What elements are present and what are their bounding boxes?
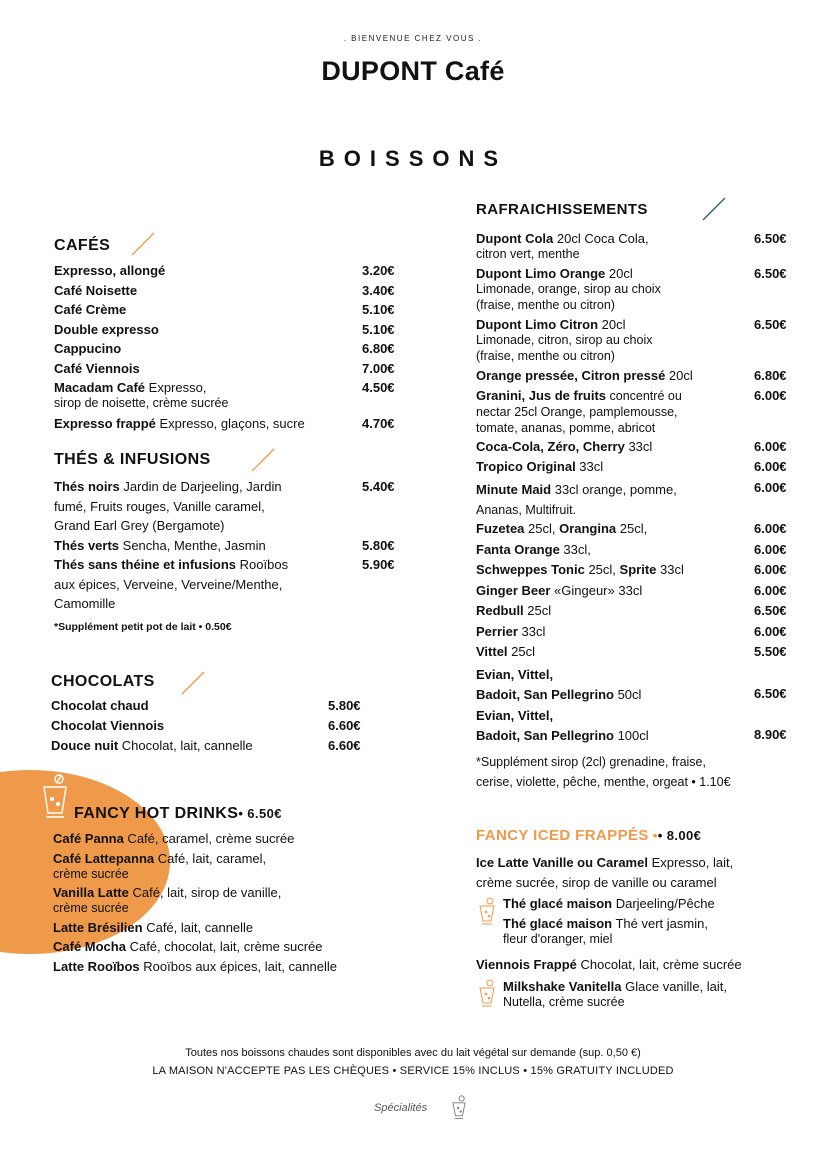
section-title-thes: THÉS & INFUSIONS bbox=[54, 451, 211, 468]
price-chocolat-viennois: 6.60€ bbox=[328, 718, 361, 733]
menu-item-eaux-100cl: Evian, Vittel, Badoit, San Pellegrino 100cl bbox=[476, 708, 649, 743]
price-dupont-limo-orange: 6.50€ bbox=[754, 266, 787, 281]
price-minute-maid: 6.00€ bbox=[754, 480, 787, 495]
menu-item-the-glace-jasmin: Thé glacé maison Thé vert jasmin, fleur d'oranger, miel bbox=[503, 916, 708, 946]
footer-vegetal-milk-note: Toutes nos boissons chaudes sont disponibles avec du lait végétal sur demande (sup. 0,50 €) bbox=[185, 1047, 641, 1059]
price-fuzetea-orangina: 6.00€ bbox=[754, 521, 787, 536]
menu-item-redbull: Redbull 25cl bbox=[476, 603, 552, 618]
price-granini: 6.00€ bbox=[754, 388, 787, 403]
welcome-tagline: . BIENVENUE CHEZ VOUS . bbox=[343, 34, 483, 43]
section-title-fancy-hot: FANCY HOT DRINKS• 6.50€ bbox=[74, 805, 282, 822]
menu-item-dupont-limo-orange: Dupont Limo Orange 20cl Limonade, orange, sirop au choix (fraise, menthe ou citron) bbox=[476, 266, 661, 312]
slash-accent-icon bbox=[180, 670, 206, 696]
price-chocolat-chaud: 5.80€ bbox=[328, 698, 361, 713]
menu-item-schweppes-sprite: Schweppes Tonic 25cl, Sprite 33cl bbox=[476, 562, 684, 577]
menu-item-cappucino: Cappucino bbox=[54, 341, 122, 356]
price-redbull: 6.50€ bbox=[754, 603, 787, 618]
price-thes-sans-theine: 5.90€ bbox=[362, 557, 395, 572]
price-dupont-limo-citron: 6.50€ bbox=[754, 317, 787, 332]
section-title-cafes: CAFÉS bbox=[54, 237, 111, 254]
menu-item-thes-sans-theine: Thés sans théine et infusions Rooïbos aux épices, Verveine, Verveine/Menthe, Camomille bbox=[54, 557, 289, 611]
fancy-iced-price: • 8.00€ bbox=[657, 828, 702, 843]
menu-item-expresso-frappe: Expresso frappé Expresso, glaçons, sucre bbox=[54, 416, 305, 431]
price-douce-nuit: 6.60€ bbox=[328, 738, 361, 753]
menu-item-vittel: Vittel 25cl bbox=[476, 644, 536, 659]
price-cafe-noisette: 3.40€ bbox=[362, 283, 395, 298]
menu-item-viennois-frappe: Viennois Frappé Chocolat, lait, crème sucrée bbox=[476, 957, 742, 972]
price-coca-cola: 6.00€ bbox=[754, 439, 787, 454]
menu-item-eaux-50cl: Evian, Vittel, Badoit, San Pellegrino 50cl bbox=[476, 667, 642, 702]
section-title-fancy-iced: FANCY ICED FRAPPÉS •• 8.00€ bbox=[476, 827, 702, 844]
menu-item-granini: Granini, Jus de fruits concentré ou nectar 25cl Orange, pamplemousse, tomate, ananas, pomme, abricot bbox=[476, 388, 682, 435]
price-fanta: 6.00€ bbox=[754, 542, 787, 557]
menu-item-double-expresso: Double expresso bbox=[54, 322, 159, 337]
menu-item-cafe-panna: Café Panna Café, caramel, crème sucrée bbox=[53, 831, 295, 846]
footer-policies: LA MAISON N'ACCEPTE PAS LES CHÈQUES • SERVICE 15% INCLUS • 15% GRATUITY INCLUDED bbox=[152, 1065, 674, 1077]
price-vittel: 5.50€ bbox=[754, 644, 787, 659]
menu-item-ice-latte: Ice Latte Vanille ou Caramel Expresso, lait, crème sucrée, sirop de vanille ou caramel bbox=[476, 855, 734, 890]
brand-name: DUPONT Café bbox=[321, 56, 505, 86]
slash-accent-icon bbox=[130, 231, 156, 257]
menu-item-fuzetea-orangina: Fuzetea 25cl, Orangina 25cl, bbox=[476, 521, 648, 536]
page-title: BOISSONS bbox=[318, 146, 508, 171]
menu-item-chocolat-chaud: Chocolat chaud bbox=[51, 698, 149, 713]
menu-item-minute-maid: Minute Maid 33cl orange, pomme, Ananas, Multifruit. bbox=[476, 482, 677, 517]
menu-item-cafe-viennois: Café Viennois bbox=[54, 361, 140, 376]
price-eaux-100cl: 8.90€ bbox=[754, 727, 787, 742]
menu-item-macadam-cafe: Macadam Café Expresso, sirop de noisette, crème sucrée bbox=[54, 380, 229, 410]
menu-item-fanta: Fanta Orange 33cl, bbox=[476, 542, 591, 557]
price-expresso: 3.20€ bbox=[362, 263, 395, 278]
price-macadam-cafe: 4.50€ bbox=[362, 380, 395, 395]
menu-item-cafe-noisette: Café Noisette bbox=[54, 283, 138, 298]
menu-item-cafe-lattepanna: Café Lattepanna Café, lait, caramel, crème sucrée bbox=[53, 851, 267, 881]
menu-item-perrier: Perrier 33cl bbox=[476, 624, 546, 639]
specialites-legend: Spécialités bbox=[374, 1102, 428, 1114]
menu-item-tropico: Tropico Original 33cl bbox=[476, 459, 604, 474]
cocktail-glass-icon bbox=[451, 1095, 467, 1121]
price-thes-noirs: 5.40€ bbox=[362, 479, 395, 494]
section-title-rafraichissements: RAFRAICHISSEMENTS bbox=[476, 201, 648, 218]
cocktail-glass-icon bbox=[478, 979, 496, 1009]
price-tropico: 6.00€ bbox=[754, 459, 787, 474]
menu-item-coca-cola: Coca-Cola, Zéro, Cherry 33cl bbox=[476, 439, 653, 454]
slash-accent-icon bbox=[701, 196, 727, 222]
price-cafe-viennois: 7.00€ bbox=[362, 361, 395, 376]
price-eaux-50cl: 6.50€ bbox=[754, 686, 787, 701]
menu-item-dupont-cola: Dupont Cola 20cl Coca Cola, citron vert, menthe bbox=[476, 231, 649, 261]
menu-item-latte-rooibos: Latte Rooïbos Rooïbos aux épices, lait, cannelle bbox=[53, 959, 337, 974]
menu-item-thes-verts: Thés verts Sencha, Menthe, Jasmin bbox=[54, 538, 266, 553]
menu-item-the-glace-darjeeling: Thé glacé maison Darjeeling/Pêche bbox=[503, 896, 715, 911]
section-title-chocolats: CHOCOLATS bbox=[51, 673, 155, 690]
menu-item-cafe-mocha: Café Mocha Café, chocolat, lait, crème sucrée bbox=[53, 939, 323, 954]
price-dupont-cola: 6.50€ bbox=[754, 231, 787, 246]
menu-item-vanilla-latte: Vanilla Latte Café, lait, sirop de vanille, crème sucrée bbox=[53, 885, 282, 915]
fancy-hot-price: • 6.50€ bbox=[238, 806, 282, 821]
slash-accent-icon bbox=[250, 447, 276, 473]
menu-item-chocolat-viennois: Chocolat Viennois bbox=[51, 718, 165, 733]
menu-item-expresso: Expresso, allongé bbox=[54, 263, 166, 278]
menu-item-ginger-beer: Ginger Beer «Gingeur» 33cl bbox=[476, 583, 643, 598]
price-thes-verts: 5.80€ bbox=[362, 538, 395, 553]
price-double-expresso: 5.10€ bbox=[362, 322, 395, 337]
price-ginger-beer: 6.00€ bbox=[754, 583, 787, 598]
cocktail-glass-icon bbox=[478, 897, 496, 927]
price-perrier: 6.00€ bbox=[754, 624, 787, 639]
price-schweppes-sprite: 6.00€ bbox=[754, 562, 787, 577]
note-syrup-supplement: *Supplément sirop (2cl) grenadine, fraise, cerise, violette, pêche, menthe, orgeat • 1.10€ bbox=[476, 755, 731, 789]
price-cafe-creme: 5.10€ bbox=[362, 302, 395, 317]
price-cappucino: 6.80€ bbox=[362, 341, 395, 356]
note-milk-supplement: *Supplément petit pot de lait • 0.50€ bbox=[54, 621, 232, 633]
cocktail-glass-icon bbox=[40, 773, 70, 821]
menu-item-milkshake-vanitella: Milkshake Vanitella Glace vanille, lait, Nutella, crème sucrée bbox=[503, 979, 728, 1009]
menu-item-thes-noirs: Thés noirs Jardin de Darjeeling, Jardin fumé, Fruits rouges, Vanille caramel, Grand Earl Grey (Bergamote) bbox=[54, 479, 282, 533]
menu-item-douce-nuit: Douce nuit Chocolat, lait, cannelle bbox=[51, 738, 253, 753]
price-expresso-frappe: 4.70€ bbox=[362, 416, 395, 431]
menu-item-dupont-limo-citron: Dupont Limo Citron 20cl Limonade, citron, sirop au choix (fraise, menthe ou citron) bbox=[476, 317, 653, 363]
menu-item-cafe-creme: Café Crème bbox=[54, 302, 127, 317]
price-orange-pressee: 6.80€ bbox=[754, 368, 787, 383]
menu-item-latte-bresilien: Latte Brésilien Café, lait, cannelle bbox=[53, 920, 254, 935]
menu-item-orange-pressee: Orange pressée, Citron pressé 20cl bbox=[476, 368, 693, 383]
